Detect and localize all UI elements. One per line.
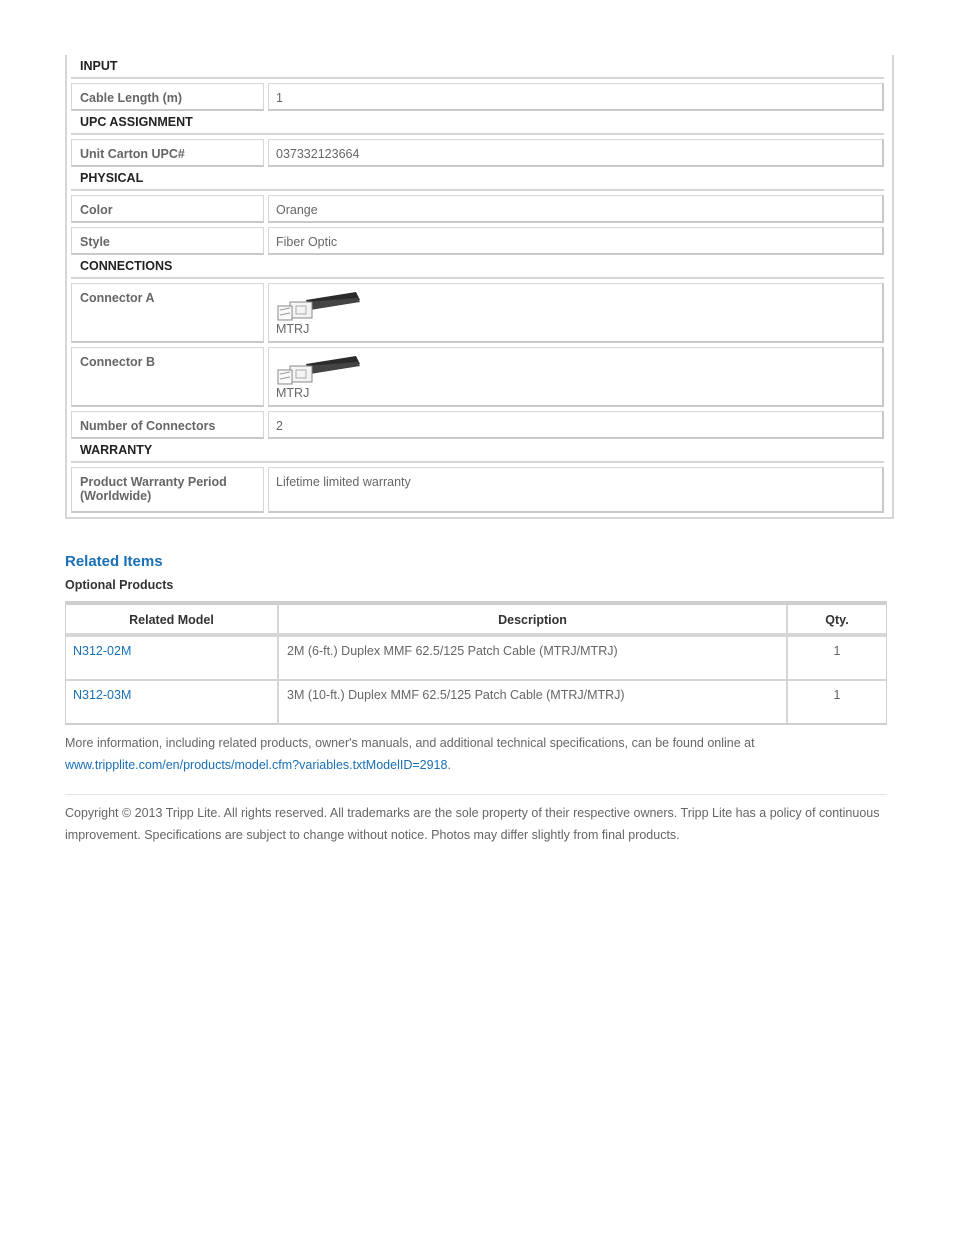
spec-value [268,283,884,343]
product-page-link[interactable]: www.tripplite.com/en/products/model.cfm?variables.txtModelID=2918 [65,758,448,772]
section-upc-assignment: UPC ASSIGNMENT [71,111,884,135]
section-input: INPUT [71,55,884,79]
header-related-model: Related Model [66,605,279,633]
header-qty: Qty. [825,613,849,627]
more-information-text [65,732,885,776]
spec-row-cable-length [71,83,884,111]
description-cell: 3M (10-ft.) Duplex MMF 62.5/125 Patch Cable (MTRJ/MTRJ) [279,681,788,723]
spec-value [268,347,884,407]
spec-key: Connector B [71,347,264,407]
table-row [66,635,886,679]
more-info-suffix: . [447,758,451,772]
spec-key: Number of Connectors [71,411,264,439]
connector-label: MTRJ [276,386,310,400]
qty-cell: 1 [833,644,841,658]
related-items-heading: Related Items [65,553,163,570]
specifications-table [65,55,894,519]
spec-key: Product Warranty Period (Worldwide) [71,467,264,513]
spec-key: Color [71,195,264,223]
header-description: Description [279,605,788,633]
spec-value: 2 [268,411,884,439]
spec-value: 1 [268,83,884,111]
spec-key: Style [71,227,264,255]
table-row [66,679,886,723]
section-warranty: WARRANTY [71,439,884,463]
spec-key: Connector A [71,283,264,343]
spec-value: Orange [268,195,884,223]
spec-row-connector-a [71,283,884,343]
mtrj-connector-icon [276,290,362,326]
spec-row-warranty-period [71,467,884,513]
spec-key: Unit Carton UPC# [71,139,264,167]
section-physical: PHYSICAL [71,167,884,191]
optional-products-heading: Optional Products [65,578,174,592]
model-link[interactable]: N312-02M [66,637,279,679]
spec-value: Lifetime limited warranty [268,467,884,513]
spec-value: 037332123664 [268,139,884,167]
section-connections: CONNECTIONS [71,255,884,279]
model-link[interactable]: N312-03M [66,681,279,723]
connector-label: MTRJ [276,322,310,336]
spec-row-unit-carton-upc [71,139,884,167]
divider [65,794,887,795]
more-info-sentence: More information, including related products, owner's manuals, and additional technical specifications, can be found online at [65,736,755,750]
spec-row-color [71,195,884,223]
spec-key: Cable Length (m) [71,83,264,111]
spec-row-number-of-connectors [71,411,884,439]
table-header [66,605,886,635]
copyright-notice: Copyright © 2013 Tripp Lite. All rights reserved. All trademarks are the sole property of their respective owners. Tripp Lite has a policy of continuous improvement. Specifications are subject to change without notice. Photos may differ slightly from final products. [65,806,880,842]
related-products-table [65,601,887,725]
description-cell: 2M (6-ft.) Duplex MMF 62.5/125 Patch Cable (MTRJ/MTRJ) [279,637,788,679]
spec-row-style [71,227,884,255]
mtrj-connector-icon [276,354,362,390]
qty-cell: 1 [833,688,841,702]
spec-row-connector-b [71,347,884,407]
spec-value: Fiber Optic [268,227,884,255]
